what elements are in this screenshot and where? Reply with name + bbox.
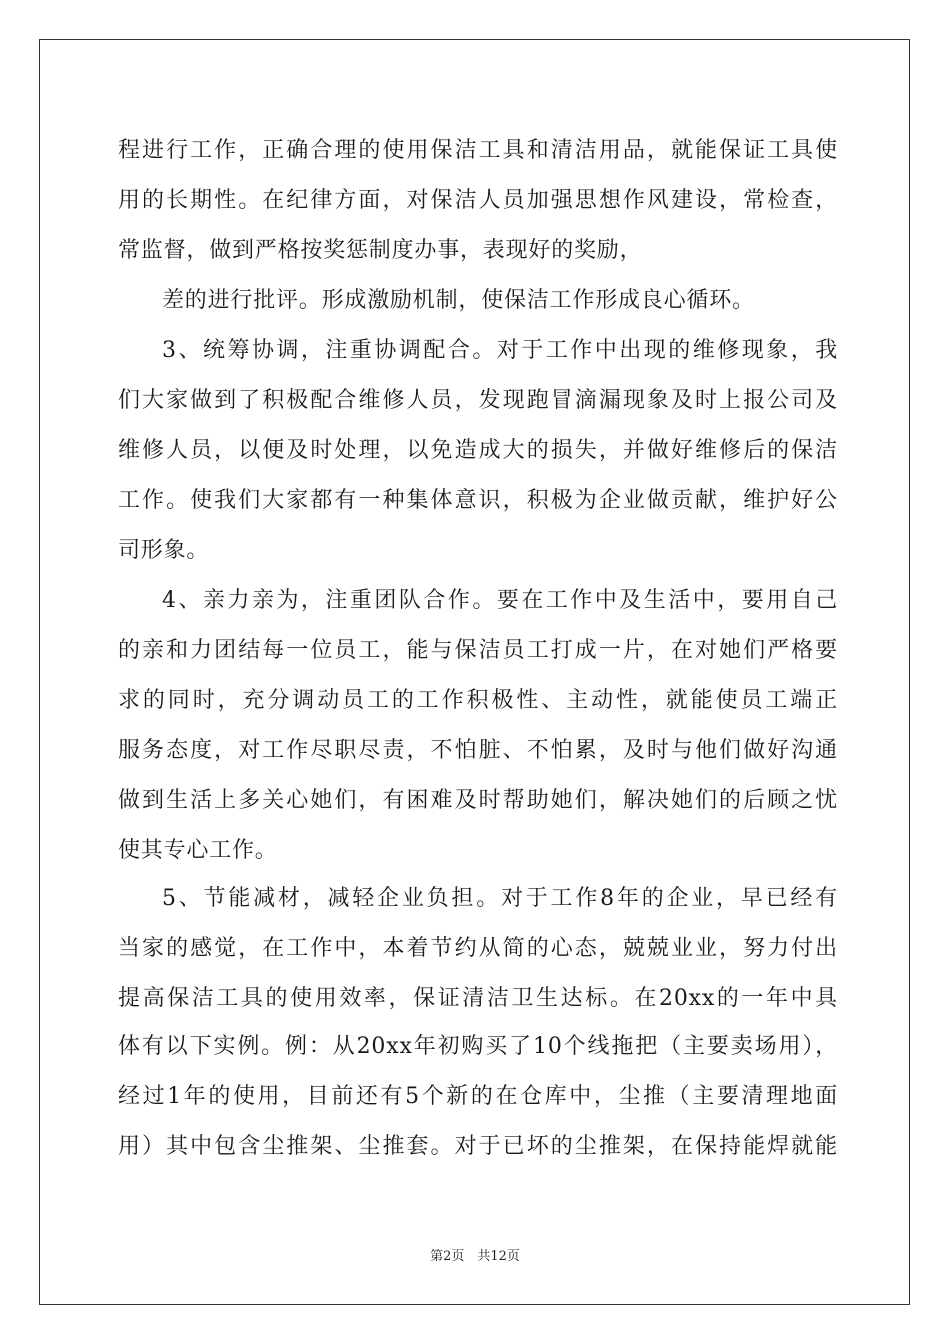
text-line: 程进行工作，正确合理的使用保洁工具和清洁用品，就能保证工具使 [118,138,838,163]
text-line: 的亲和力团结每一位员工，能与保洁员工打成一片，在对她们严格要 [118,638,838,663]
text-line: 做到生活上多关心她们，有困难及时帮助她们，解决她们的后顾之忧 [118,788,838,813]
text-line: 维修人员，以便及时处理，以免造成大的损失，并做好维修后的保洁 [118,438,838,463]
paragraph-3-heading-line: 3、统筹协调，注重协调配合。对于工作中出现的维修现象，我 [162,338,838,363]
text-line: 差的进行批评。形成激励机制，使保洁工作形成良心循环。 [162,288,755,313]
text-line: 用）其中包含尘推架、尘推套。对于已坏的尘推架，在保持能焊就能 [118,1134,838,1159]
text-line: 常监督，做到严格按奖惩制度办事，表现好的奖励， [118,238,643,263]
page-number-footer: 第2页 共12页 [430,1249,520,1264]
text-line: 工作。使我们大家都有一种集体意识，积极为企业做贡献，维护好公 [118,488,838,513]
text-line: 们大家做到了积极配合维修人员，发现跑冒滴漏现象及时上报公司及 [118,388,838,413]
text-line: 服务态度，对工作尽职尽责，不怕脏、不怕累，及时与他们做好沟通 [118,738,838,763]
paragraph-4-heading-line: 4、亲力亲为，注重团队合作。要在工作中及生活中，要用自己 [162,588,838,613]
text-line: 提高保洁工具的使用效率，保证清洁卫生达标。在20xx的一年中具 [118,986,838,1011]
text-line: 求的同时，充分调动员工的工作积极性、主动性，就能使员工端正 [118,688,838,713]
text-line: 经过1年的使用，目前还有5个新的在仓库中，尘推（主要清理地面 [118,1084,838,1109]
text-line: 用的长期性。在纪律方面，对保洁人员加强思想作风建设，常检查， [118,188,838,213]
text-line: 使其专心工作。 [118,838,278,863]
page-border [39,39,910,1305]
text-line: 司形象。 [118,538,210,563]
paragraph-5-heading-line: 5、节能减材，减轻企业负担。对于工作8年的企业，早已经有 [162,886,838,911]
text-line: 当家的感觉，在工作中，本着节约从简的心态，兢兢业业，努力付出 [118,936,838,961]
text-line: 体有以下实例。例：从20xx年初购买了10个线拖把（主要卖场用）， [118,1034,838,1059]
